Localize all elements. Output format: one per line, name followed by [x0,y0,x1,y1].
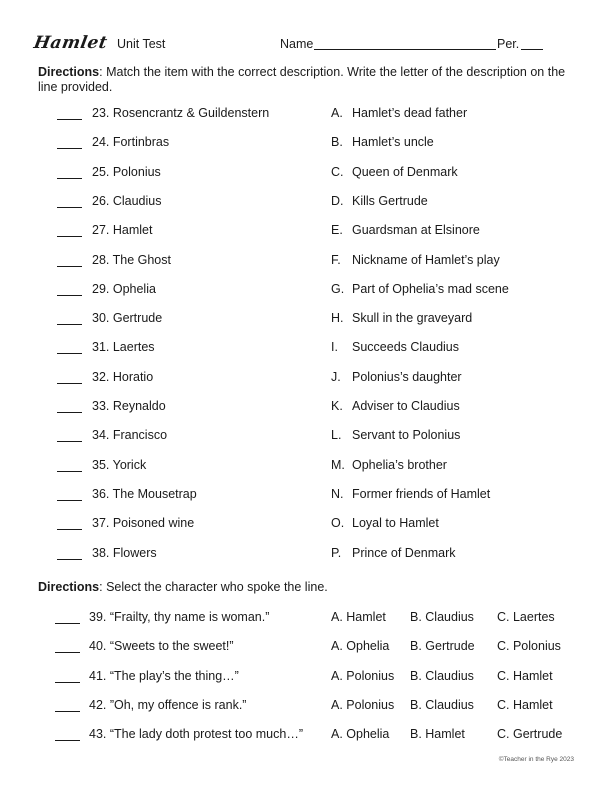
period-label: Per. [497,37,520,51]
quote-text: 43. “The lady doth protest too much…” [89,727,303,742]
directions-text: : Select the character who spoke the line. [99,580,328,594]
matching-row [0,194,600,210]
choice-b[interactable]: B. Hamlet [410,727,465,742]
description-letter: G. [331,281,345,296]
match-item: 29. Ophelia [92,281,156,296]
description-text: Queen of Denmark [352,164,458,179]
choice-b[interactable]: B. Gertrude [410,639,475,654]
description-text: Skull in the graveyard [352,311,473,326]
choice-a[interactable]: A. Polonius [331,668,395,683]
match-item: 32. Horatio [92,369,154,384]
description-text: Hamlet’s uncle [352,135,434,150]
quote-row [0,610,600,626]
answer-blank[interactable] [57,295,82,296]
answer-blank[interactable] [55,711,80,712]
description-text: Nickname of Hamlet’s play [352,252,500,267]
description-text: Former friends of Hamlet [352,486,491,501]
answer-blank[interactable] [57,559,82,560]
choice-c[interactable]: C. Hamlet [497,697,553,712]
description-letter: E. [331,223,343,238]
answer-blank[interactable] [57,324,82,325]
answer-blank[interactable] [55,682,80,683]
match-item: 30. Gertrude [92,311,163,326]
choice-a[interactable]: A. Ophelia [331,639,390,654]
match-item: 23. Rosencrantz & Guildenstern [92,106,270,120]
description-text: Part of Ophelia’s mad scene [352,281,509,296]
choice-a[interactable]: A. Ophelia [331,727,390,742]
description-text: Succeeds Claudius [352,340,460,355]
description-letter: H. [331,311,344,326]
answer-blank[interactable] [57,353,82,354]
description-letter: O. [331,516,345,531]
hamlet-logo: Hamlet [32,33,109,53]
match-item: 31. Laertes [92,340,155,355]
answer-blank[interactable] [57,412,82,413]
matching-row [0,546,600,562]
description-letter: P. [331,545,342,560]
match-item: 38. Flowers [92,545,157,560]
quote-text: 41. “The play’s the thing…” [89,668,239,683]
quote-row [0,727,600,743]
choice-c[interactable]: C. Gertrude [497,727,563,742]
quote-text: 39. “Frailty, thy name is woman.” [89,610,270,624]
answer-blank[interactable] [57,236,82,237]
answer-blank[interactable] [55,652,80,653]
answer-blank[interactable] [57,471,82,472]
choice-c[interactable]: C. Hamlet [497,668,553,683]
period-blank[interactable] [521,49,543,50]
matching-row [0,458,600,474]
description-text: Guardsman at Elsinore [352,223,480,238]
choice-b[interactable]: B. Claudius [410,697,474,712]
description-letter: N. [331,486,344,501]
description-text: Loyal to Hamlet [352,516,439,531]
description-text: Prince of Denmark [352,545,456,560]
match-item: 34. Francisco [92,428,168,443]
matching-row [0,516,600,532]
matching-row [0,311,600,327]
matching-row [0,135,600,151]
matching-row [0,253,600,269]
directions-label: Directions [38,65,100,79]
match-item: 36. The Mousetrap [92,486,197,501]
description-letter: D. [331,193,344,208]
matching-row [0,282,600,298]
answer-blank[interactable] [57,207,82,208]
description-letter: B. [331,135,343,150]
directions-quotes [38,580,568,595]
description-letter: A. [331,106,343,120]
matching-row [0,428,600,444]
description-text: Hamlet’s dead father [352,106,468,120]
matching-row [0,165,600,181]
answer-blank[interactable] [57,148,82,149]
answer-blank[interactable] [57,500,82,501]
answer-blank[interactable] [55,740,80,741]
match-item: 26. Claudius [92,193,162,208]
choice-c[interactable]: C. Polonius [497,639,561,654]
choice-c[interactable]: C. Laertes [497,610,555,624]
name-blank[interactable] [314,49,496,50]
copyright-footer: ©Teacher in the Rye 2023 [498,756,574,763]
matching-row [0,106,600,122]
answer-blank[interactable] [57,529,82,530]
match-item: 35. Yorick [92,457,147,472]
directions-label: Directions [38,580,100,594]
unit-test-label: Unit Test [117,37,166,51]
description-letter: I. [331,340,338,355]
quote-row [0,639,600,655]
match-item: 24. Fortinbras [92,135,170,150]
matching-row [0,370,600,386]
directions-text: : Match the item with the correct description. Write the letter of the description on the line provided. [38,65,566,94]
name-label: Name [280,37,314,51]
quote-row [0,669,600,685]
choice-b[interactable]: B. Claudius [410,668,474,683]
description-text: Polonius’s daughter [352,369,462,384]
matching-row [0,399,600,415]
answer-blank[interactable] [57,178,82,179]
answer-blank[interactable] [57,441,82,442]
description-text: Kills Gertrude [352,193,428,208]
description-text: Ophelia’s brother [352,457,447,472]
choice-a[interactable]: A. Hamlet [331,610,386,624]
match-item: 37. Poisoned wine [92,516,195,531]
match-item: 25. Polonius [92,164,161,179]
matching-row [0,340,600,356]
description-text: Adviser to Claudius [352,399,460,413]
description-text: Servant to Polonius [352,428,461,443]
matching-row [0,223,600,239]
match-item: 27. Hamlet [92,223,153,238]
quote-text: 40. “Sweets to the sweet!” [89,639,234,654]
quote-text: 42. ”Oh, my offence is rank.” [89,697,247,712]
description-letter: J. [331,369,341,384]
quote-row [0,698,600,714]
choice-b[interactable]: B. Claudius [410,610,474,624]
answer-blank[interactable] [57,119,82,120]
description-letter: C. [331,164,344,179]
description-letter: M. [331,457,345,472]
answer-blank[interactable] [57,266,82,267]
description-letter: L. [331,428,342,443]
choice-a[interactable]: A. Polonius [331,697,395,712]
description-letter: F. [331,252,341,267]
description-letter: K. [331,399,343,413]
match-item: 28. The Ghost [92,252,171,267]
matching-row [0,487,600,503]
directions-matching [38,65,568,95]
answer-blank[interactable] [55,623,80,624]
answer-blank[interactable] [57,383,82,384]
match-item: 33. Reynaldo [92,399,166,413]
